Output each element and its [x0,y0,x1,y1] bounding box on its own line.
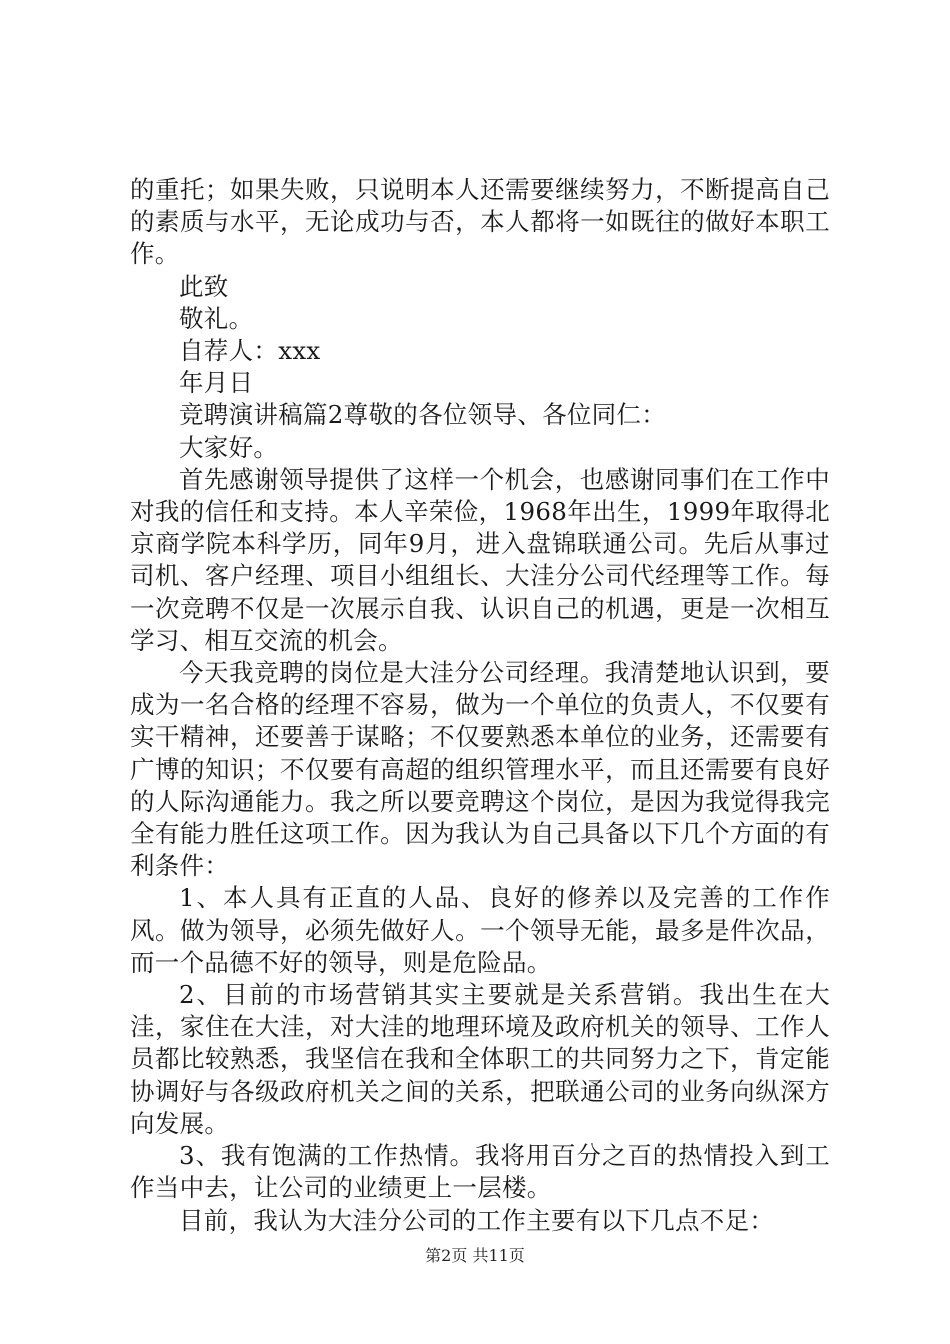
paragraph-6: 竞聘演讲稿篇2尊敬的各位领导、各位同仁： [179,400,667,430]
paragraph-12: 3、我有饱满的工作热情。我将用百分之百的热情投入到工作当中去，让公司的业绩更上一层楼。 [130,1141,830,1203]
paragraph-2: 此致 [179,271,229,301]
paragraph-11: 2、目前的市场营销其实主要就是关系营销。我出生在大洼，家住在大洼，对大洼的地理环境及政府机关的领导、工作人员都比较熟悉，我坚信在我和全体职工的共同努力之下，肯定能协调好与各级政府机关之间的关系，把联通公司的业务向纵深方向发展。 [130,980,830,1138]
paragraph-8: 首先感谢领导提供了这样一个机会，也感谢同事们在工作中对我的信任和支持。本人辛荣俭，1968年出生，1999年取得北京商学院本科学历，同年9月，进入盘锦联通公司。先后从事过司机、客户经理、项目小组组长、大洼分公司代经理等工作。每一次竞聘不仅是一次展示自我、认识自己的机遇，更是一次相互学习、相互交流的机会。 [130,464,830,655]
paragraph-4: 自荐人：xxx [179,336,321,366]
paragraph-9: 今天我竞聘的岗位是大洼分公司经理。我清楚地认识到，要成为一名合格的经理不容易，做为一个单位的负责人，不仅要有实干精神，还要善于谋略；不仅要熟悉本单位的业务，还需要有广博的知识；不仅要有高超的组织管理水平，而且还需要有良好的人际沟通能力。我之所以要竞聘这个岗位，是因为我觉得我完全有能力胜任这项工作。因为我认为自己具备以下几个方面的有利条件： [130,658,830,881]
document-body [130,174,830,1237]
paragraph-13: 目前，我认为大洼分公司的工作主要有以下几点不足： [179,1205,775,1235]
paragraph-3: 敬礼。 [179,303,254,333]
paragraph-7: 大家好。 [179,432,279,462]
page-number-footer: 第2页 共11页 [425,1246,525,1265]
paragraph-10: 1、本人具有正直的人品、良好的修养以及完善的工作作风。做为领导，必须先做好人。一个领导无能，最多是件次品，而一个品德不好的领导，则是危险品。 [130,883,830,977]
paragraph-5: 年月日 [179,368,254,398]
paragraph-1: 的重托；如果失败，只说明本人还需要继续努力，不断提高自己的素质与水平，无论成功与否，本人都将一如既往的做好本职工作。 [130,175,830,269]
